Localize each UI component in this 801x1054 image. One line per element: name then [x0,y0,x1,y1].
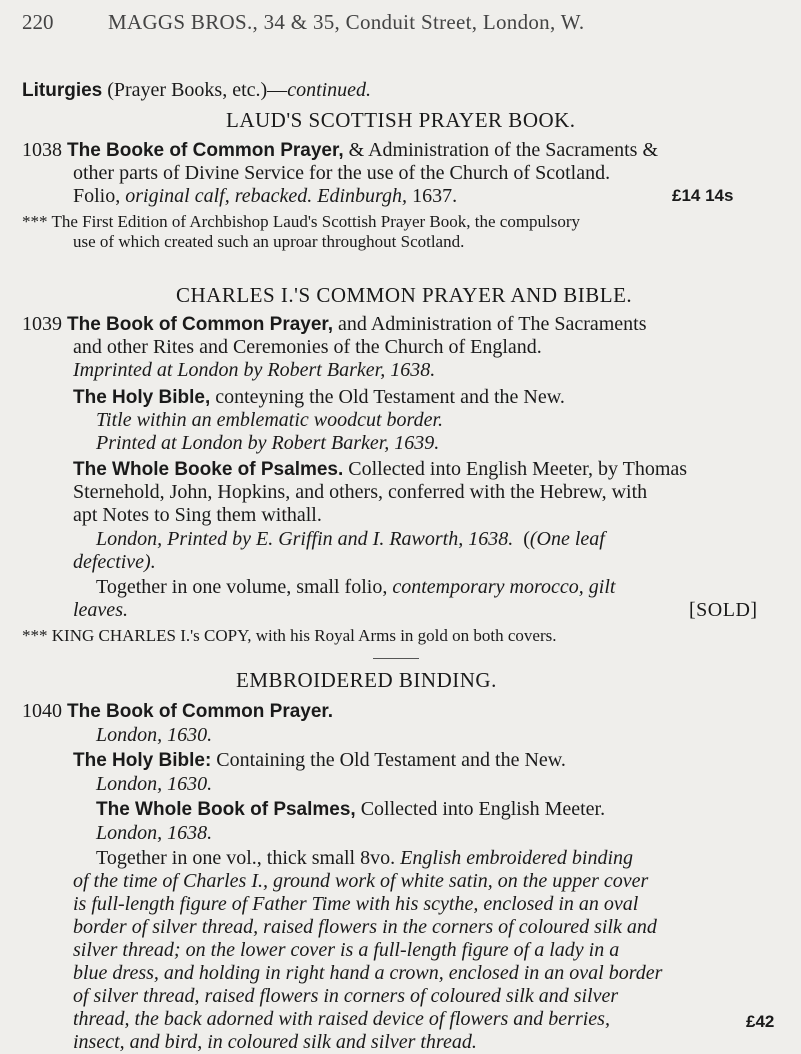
item-1038-note2: use of which created such an uproar throughout Scotland. [73,232,465,251]
holy-bible-line3: Printed at London by Robert Barker, 1639. [96,432,440,454]
item-text: and Administration of The Sacraments [333,313,647,335]
item-title: The Booke of Common Prayer, [67,140,344,161]
running-title: MAGGS BROS., 34 & 35, Conduit Street, London, W. [108,10,585,34]
holy-bible-line1 [73,385,565,410]
year: 1637. [407,185,458,207]
psalms-line1 [73,457,687,482]
holy-bible-line2: Title within an emblematic woodcut border. [96,409,444,431]
item-1039-line3: Imprinted at London by Robert Barker, 1638. [73,359,436,381]
psalms-title: The Whole Book of Psalmes, [96,799,356,820]
bible-text: Containing the Old Testament and the New. [211,749,566,771]
desc-line0 [96,846,633,870]
section-continued: continued. [287,79,372,101]
binding-imprint: original calf, rebacked. Edinburgh, [125,185,408,207]
item-1040-line1 [22,699,333,724]
psalms-1040-line1 [96,797,605,822]
psalms-line3: apt Notes to Sing them withall. [73,504,322,526]
section-subtitle: (Prayer Books, etc.)— [102,79,288,101]
psalms-line2: Sternehold, John, Hopkins, and others, conferred with the Hebrew, with [73,481,648,503]
desc-line: of silver thread, raised flowers in corners of coloured silk and silver [73,985,619,1007]
psalms-title: The Whole Booke of Psalmes. [73,459,344,480]
item-1039-note: *** KING CHARLES I.'s COPY, with his Royal Arms in gold on both covers. [22,626,557,645]
psalms-imprint: London, Printed by E. Griffin and I. Raworth, 1638. [96,528,514,550]
section-name: Liturgies [22,80,103,101]
bible-title: The Holy Bible: [73,750,212,771]
psalms-1040-line2: London, 1638. [96,822,213,844]
sold-label: [SOLD] [689,599,758,621]
bible-text: conteyning the Old Testament and the New. [210,386,565,408]
desc-line: blue dress, and holding in right hand a crown, enclosed in an oval border [73,962,663,984]
item-1039-line1 [22,312,647,337]
desc-line: border of silver thread, raised flowers in the corners of coloured silk and [73,916,657,938]
volume-info: Together in one vol., thick small 8vo. [96,847,401,869]
bible-title: The Holy Bible, [73,387,211,408]
item-1038-line1 [22,138,658,163]
desc-line: silver thread; on the lower cover is a full-length figure of a lady in a [73,939,620,961]
desc-line: thread, the back adorned with raised device of flowers and berries, [73,1008,610,1030]
item-number: 1040 [22,700,62,722]
desc-line: is full-length figure of Father Time with his scythe, enclosed in an oval [73,893,639,915]
binding-info: English embroidered binding [400,847,634,869]
volume-info: Together in one volume, small folio, [96,576,393,598]
desc-line: insect, and bird, in coloured silk and silver thread. [73,1031,477,1053]
format: Folio, [73,185,126,207]
bible-1040-line2: London, 1630. [96,773,213,795]
divider [373,658,419,659]
item-1038-line3 [73,184,457,208]
psalms-text: Collected into English Meeter, by Thomas [343,458,688,480]
item-1039-line2: and other Rites and Ceremonies of the Church of England. [73,336,542,358]
together-line2: leaves. [73,599,128,621]
together-line1 [96,575,615,599]
item-text: & Administration of the Sacraments & [343,139,659,161]
desc-line: of the time of Charles I., ground work of white satin, on the upper cover [73,870,649,892]
item-1038-price: £14 14s [672,186,734,205]
embroidered-heading: EMBROIDERED BINDING. [236,668,497,692]
bible-1040-line1 [73,748,566,773]
item-title: The Book of Common Prayer, [67,314,334,335]
item-1038-line2: other parts of Divine Service for the use of the Church of Scotland. [73,162,611,184]
defect-note: (One leaf [529,528,605,550]
item-1040-price: £42 [746,1012,775,1031]
laud-heading: LAUD'S SCOTTISH PRAYER BOOK. [226,108,576,132]
item-number: 1039 [22,313,62,335]
binding-info: contemporary morocco, gilt [392,576,616,598]
psalms-text: Collected into English Meeter. [355,798,606,820]
psalms-line4: London, Printed by E. Griffin and I. Raworth, 1638. ((One leaf [96,528,605,550]
item-1040-line2: London, 1630. [96,724,213,746]
item-number: 1038 [22,139,62,161]
charles-heading: CHARLES I.'S COMMON PRAYER AND BIBLE. [176,283,633,307]
page-number: 220 [22,10,54,34]
item-1038-note1: *** The First Edition of Archbishop Laud's Scottish Prayer Book, the compulsory [22,212,581,231]
psalms-line5: defective). [73,551,156,573]
section-title [22,78,371,103]
item-title: The Book of Common Prayer. [67,701,334,722]
